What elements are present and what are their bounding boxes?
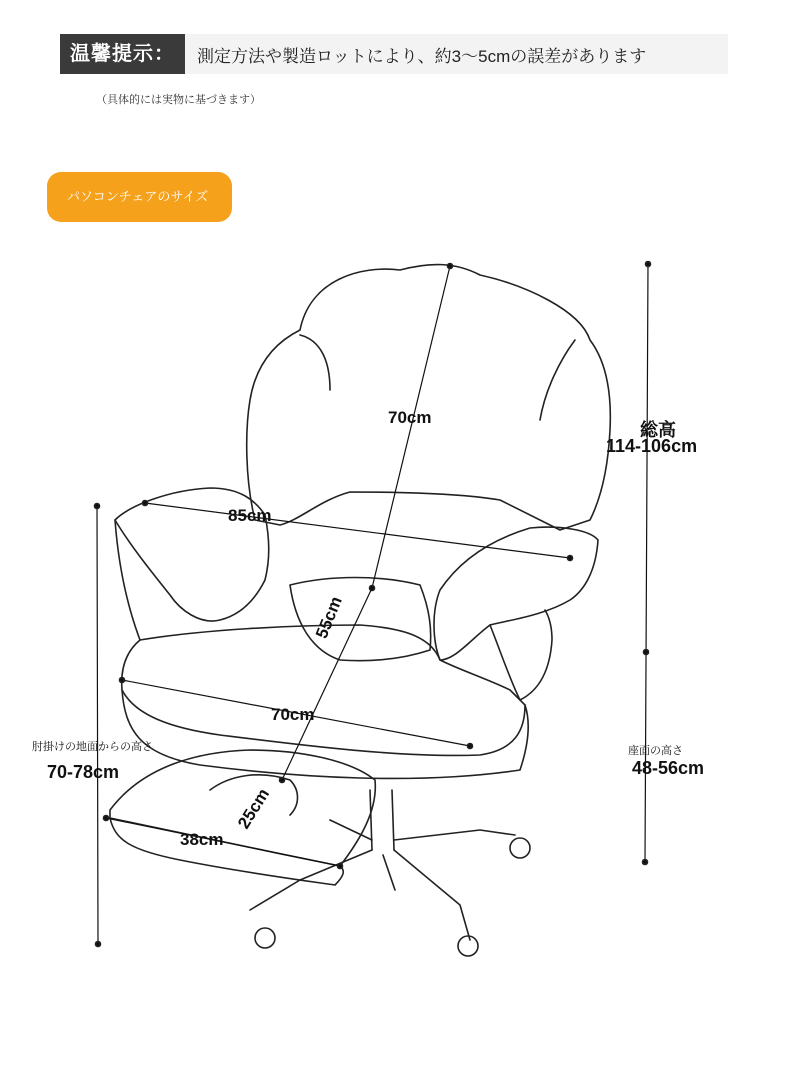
- dim-dot: [646, 262, 651, 267]
- notice-text: 測定方法や製造ロットにより、約3〜5cmの誤差があります: [197, 46, 647, 66]
- caster-wheel: [510, 838, 530, 858]
- dim-dot: [95, 504, 100, 509]
- dim-dot: [643, 860, 648, 865]
- label-footrest-depth: 25cm: [234, 785, 274, 833]
- caster-wheel: [458, 936, 478, 956]
- chair-backrest: [247, 265, 611, 530]
- dim-dot: [104, 816, 109, 821]
- label-armrest-height-title: 肘掛けの地面からの高さ: [32, 741, 153, 753]
- dim-dot: [468, 744, 473, 749]
- caster-wheel: [255, 928, 275, 948]
- notice-label: 温馨提示：: [60, 34, 185, 74]
- dim-dot: [120, 678, 125, 683]
- dim-line-width: [145, 503, 570, 558]
- dim-dot: [143, 501, 148, 506]
- label-back-height: 70cm: [388, 408, 432, 427]
- label-seat-width: 70cm: [271, 705, 315, 724]
- label-total-height-title: 総高: [640, 420, 676, 440]
- label-total-height-value: 114-106cm: [606, 436, 698, 456]
- notice-subtext: （具体的には実物に基づきます）: [96, 94, 261, 106]
- footrest-front: [110, 818, 343, 885]
- label-seat-depth: 55cm: [312, 593, 346, 642]
- label-armrest-height-value: 70-78cm: [47, 762, 120, 782]
- dim-dot: [280, 778, 285, 783]
- chair-seat-cushion: [290, 578, 431, 661]
- label-width: 85cm: [228, 506, 272, 525]
- chair-backrest-seam: [540, 340, 575, 420]
- chair-seat: [122, 625, 525, 755]
- chair-right-armrest: [434, 527, 598, 660]
- label-seat-height-title: 座面の高さ: [628, 745, 683, 757]
- dim-line-armrest-height: [97, 506, 98, 944]
- chair-backrest-seam: [300, 335, 330, 390]
- dim-dot: [96, 942, 101, 947]
- section-title-badge: パソコンチェアのサイズ: [47, 172, 232, 222]
- dim-dot: [448, 264, 453, 269]
- dim-dot: [568, 556, 573, 561]
- chair-seat-front: [122, 690, 528, 778]
- dim-dot: [338, 864, 343, 869]
- label-seat-height-value: 48-56cm: [632, 758, 705, 778]
- chair-base: [250, 820, 515, 940]
- dim-dot: [644, 650, 649, 655]
- label-footrest-width: 38cm: [180, 830, 224, 849]
